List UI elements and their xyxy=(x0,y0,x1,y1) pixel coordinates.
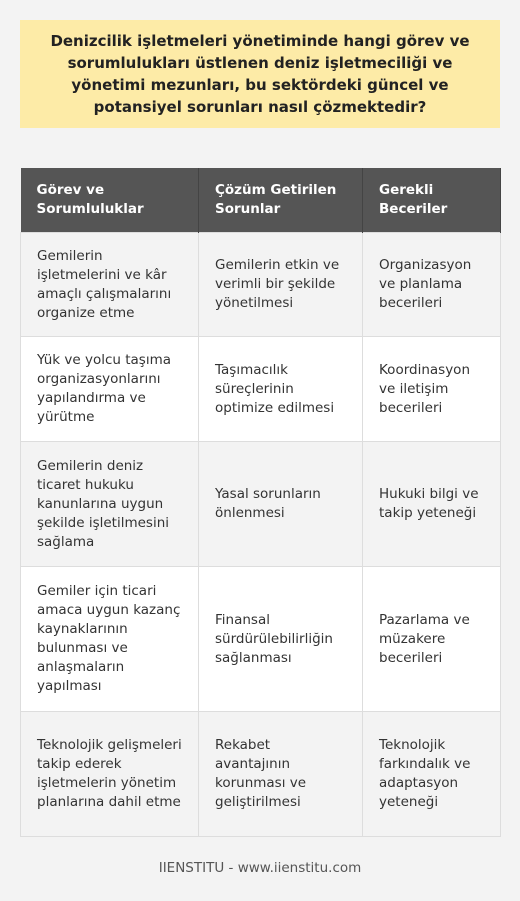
table-header-row xyxy=(21,168,501,233)
table-cell: Teknolojik gelişmeleri takip ederek işletmelerin yönetim planlarına dahil etme xyxy=(21,712,199,837)
table-cell: Taşımacılık süreçlerinin optimize edilmesi xyxy=(199,337,363,442)
header-cell: Görev ve Sorumluluklar xyxy=(21,168,199,233)
responsibilities-table xyxy=(20,168,501,837)
table-cell: Rekabet avantajının korunması ve geliştirilmesi xyxy=(199,712,363,837)
table-row xyxy=(21,233,501,337)
table-cell: Yük ve yolcu taşıma organizasyonlarını yapılandırma ve yürütme xyxy=(21,337,199,442)
title-banner xyxy=(20,20,500,128)
footer-credit: IIENSTITU - www.iienstitu.com xyxy=(158,860,362,876)
table-row xyxy=(21,712,501,837)
header-cell: Çözüm Getirilen Sorunlar xyxy=(199,168,363,233)
table-cell: Teknolojik farkındalık ve adaptasyon yeteneği xyxy=(363,712,501,837)
table-cell: Finansal sürdürülebilirliğin sağlanması xyxy=(199,567,363,712)
table-cell: Yasal sorunların önlenmesi xyxy=(199,442,363,567)
table-cell: Gemiler için ticari amaca uygun kazanç kaynaklarının bulunması ve anlaşmaların yapılması xyxy=(21,567,199,712)
table-cell: Koordinasyon ve iletişim becerileri xyxy=(363,337,501,442)
page-title: Denizcilik işletmeleri yönetiminde hangi görev ve sorumlulukları üstlenen deniz işletmeciliği ve yönetimi mezunları, bu sektördeki güncel ve potansiyel sorunları nasıl çözmektedir? xyxy=(50,32,470,116)
table-cell: Hukuki bilgi ve takip yeteneği xyxy=(363,442,501,567)
table-cell: Pazarlama ve müzakere becerileri xyxy=(363,567,501,712)
table-row xyxy=(21,337,501,442)
table-cell: Gemilerin işletmelerini ve kâr amaçlı çalışmalarını organize etme xyxy=(21,233,199,337)
header-cell: Gerekli Beceriler xyxy=(363,168,501,233)
table-row xyxy=(21,442,501,567)
table-row xyxy=(21,567,501,712)
table-cell: Gemilerin etkin ve verimli bir şekilde yönetilmesi xyxy=(199,233,363,337)
table-cell: Organizasyon ve planlama becerileri xyxy=(363,233,501,337)
table-cell: Gemilerin deniz ticaret hukuku kanunlarına uygun şekilde işletilmesini sağlama xyxy=(21,442,199,567)
